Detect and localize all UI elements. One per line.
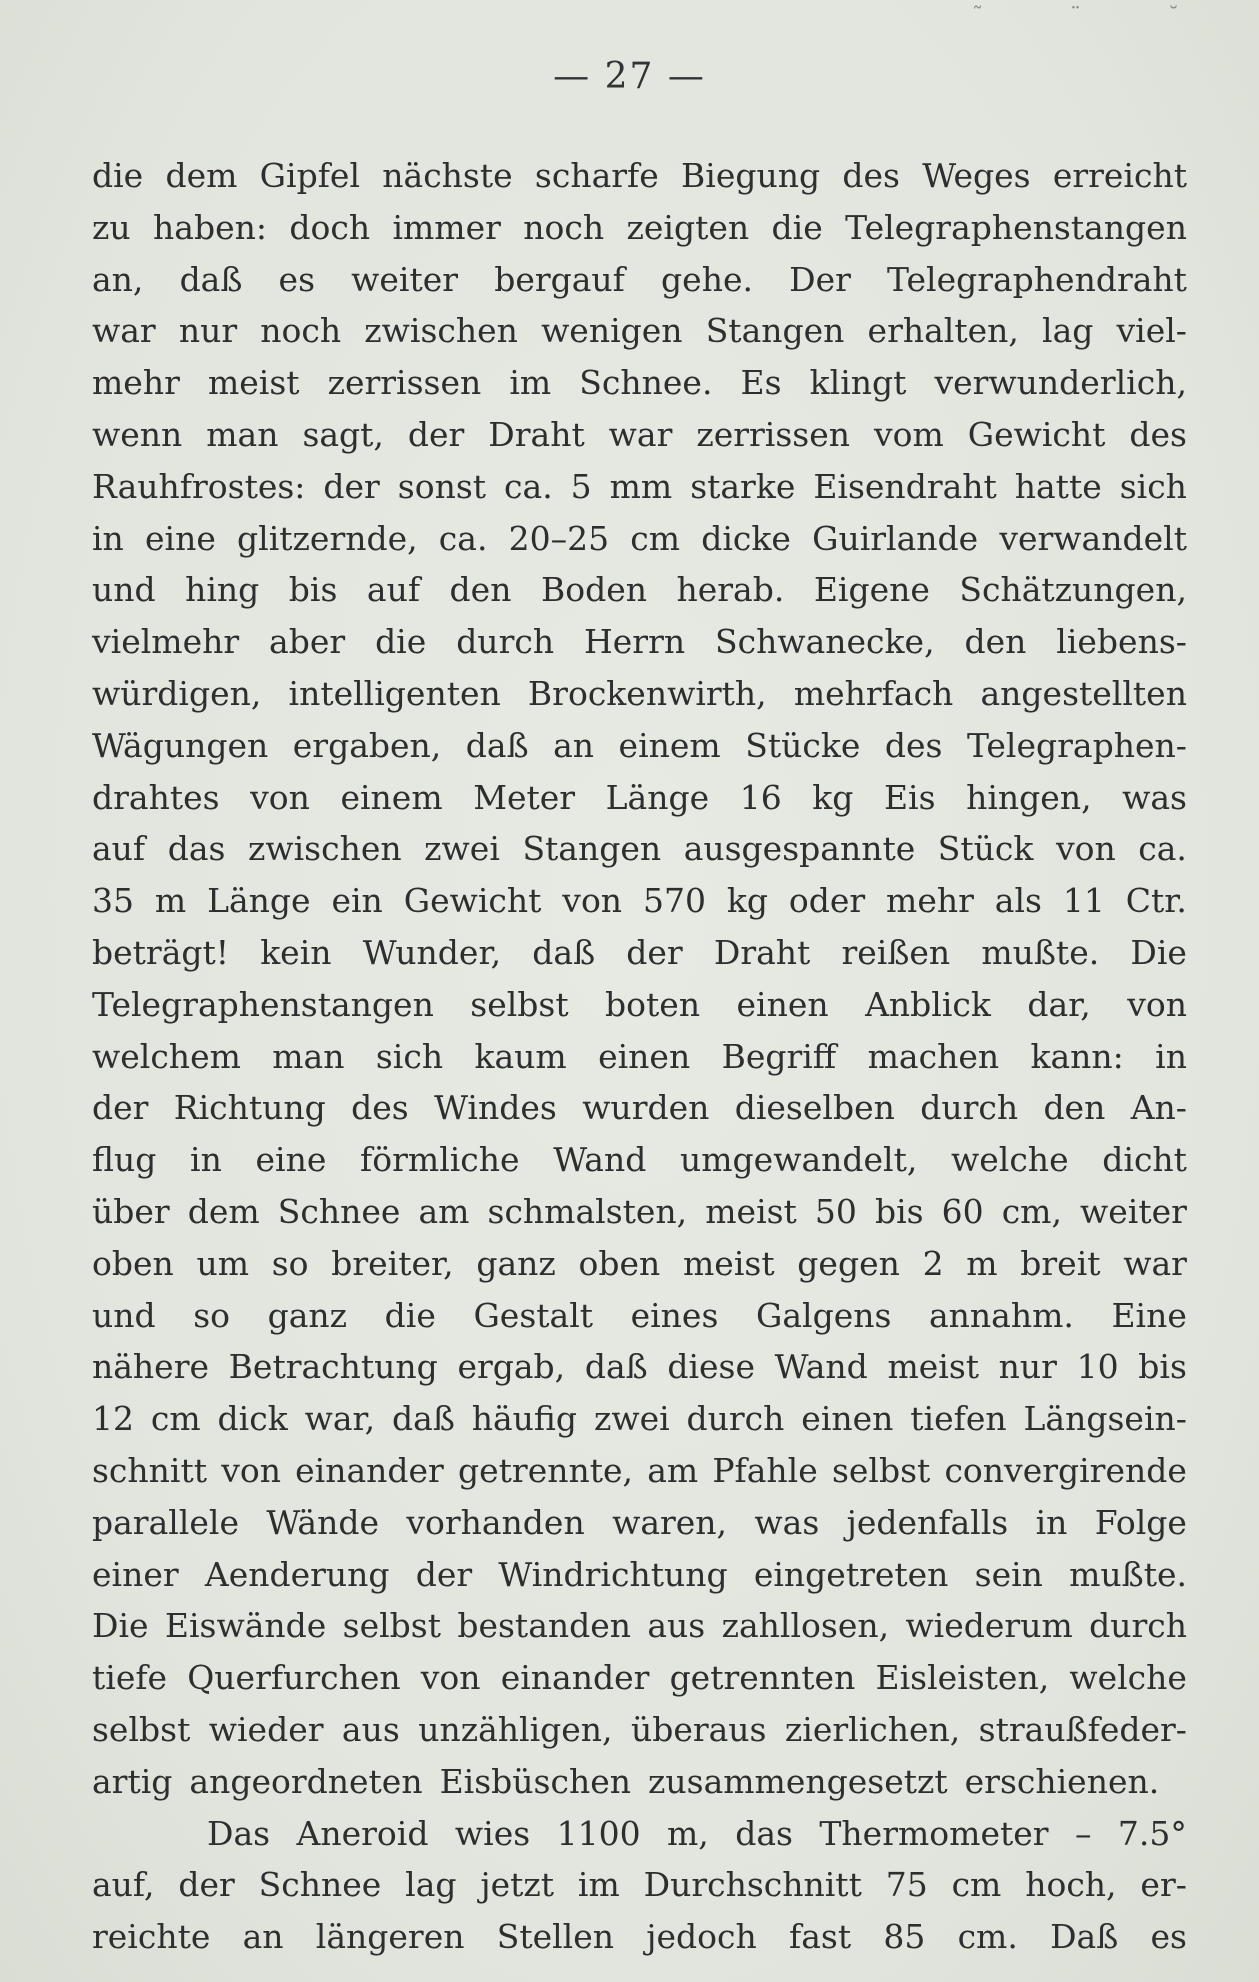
text-line: über dem Schnee am schmalsten, meist 50 bis 60 cm, weiter	[92, 1191, 1187, 1231]
text-line: auf das zwischen zwei Stangen ausgespannte Stück von ca.	[92, 829, 1187, 869]
text-line: drahtes von einem Meter Länge 16 kg Eis hingen, was	[92, 777, 1187, 817]
text-line: welchem man sich kaum einen Begriff machen kann: in	[92, 1036, 1187, 1076]
text-line: reichte an längeren Stellen jedoch fast 85 cm. Daß es	[92, 1917, 1187, 1957]
text-line: nähere Betrachtung ergab, daß diese Wand meist nur 10 bis	[92, 1347, 1187, 1387]
text-line: auf, der Schnee lag jetzt im Durchschnitt 75 cm hoch, er-	[92, 1865, 1187, 1905]
text-line: Das Aneroid wies 1100 m, das Thermometer – 7.5°	[207, 1813, 1187, 1853]
text-line: Telegraphenstangen selbst boten einen Anblick dar, von	[92, 984, 1187, 1024]
text-line: mehr meist zerrissen im Schnee. Es klingt verwunderlich,	[92, 363, 1187, 403]
text-line: artig angeordneten Eisbüschen zusammengesetzt erschienen.	[92, 1761, 1160, 1801]
text-line: wenn man sagt, der Draht war zerrissen vom Gewicht des	[92, 414, 1187, 454]
page-number: — 27 —	[553, 56, 706, 97]
corner-marks: ˜ ¨ ˘	[972, 4, 1219, 29]
text-line: Die Eiswände selbst bestanden aus zahllosen, wiederum durch	[92, 1606, 1187, 1646]
text-line: flug in eine förmliche Wand umgewandelt, welche dicht	[92, 1140, 1187, 1180]
text-line: oben um so breiter, ganz oben meist gegen 2 m breit war	[92, 1243, 1187, 1283]
text-line: die dem Gipfel nächste scharfe Biegung des Weges erreicht	[92, 156, 1187, 195]
text-line: war nur noch zwischen wenigen Stangen erhalten, lag viel-	[92, 311, 1187, 351]
text-line: vielmehr aber die durch Herrn Schwanecke, den liebens-	[92, 622, 1187, 662]
text-line: selbst wieder aus unzähligen, überaus zierlichen, straußfeder-	[92, 1709, 1187, 1749]
text-line: Rauhfrostes: der sonst ca. 5 mm starke Eisendraht hatte sich	[92, 466, 1187, 506]
text-line: und so ganz die Gestalt eines Galgens annahm. Eine	[92, 1295, 1187, 1335]
text-line: tiefe Querfurchen von einander getrennten Eisleisten, welche	[92, 1658, 1187, 1698]
body-text	[92, 150, 1187, 1963]
text-line: parallele Wände vorhanden waren, was jedenfalls in Folge	[92, 1502, 1187, 1542]
text-line: beträgt! kein Wunder, daß der Draht reißen mußte. Die	[92, 932, 1187, 972]
text-line: Wägungen ergaben, daß an einem Stücke des Telegraphen-	[92, 725, 1187, 765]
text-line: an, daß es weiter bergauf gehe. Der Telegraphendraht	[92, 259, 1187, 299]
text-line: der Richtung des Windes wurden dieselben durch den An-	[92, 1088, 1187, 1128]
text-line: 12 cm dick war, daß häufig zwei durch einen tiefen Längsein-	[92, 1399, 1187, 1439]
text-line: in eine glitzernde, ca. 20–25 cm dicke Guirlande verwandelt	[92, 518, 1187, 558]
text-line: zu haben: doch immer noch zeigten die Telegraphenstangen	[92, 207, 1187, 247]
text-line: 35 m Länge ein Gewicht von 570 kg oder mehr als 11 Ctr.	[92, 881, 1187, 921]
text-line: einer Aenderung der Windrichtung eingetreten sein mußte.	[92, 1554, 1187, 1594]
text-line: und hing bis auf den Boden herab. Eigene Schätzungen,	[92, 570, 1187, 610]
text-line: schnitt von einander getrennte, am Pfahle selbst convergirende	[92, 1450, 1187, 1490]
text-line: würdigen, intelligenten Brockenwirth, mehrfach angestellten	[92, 673, 1187, 713]
